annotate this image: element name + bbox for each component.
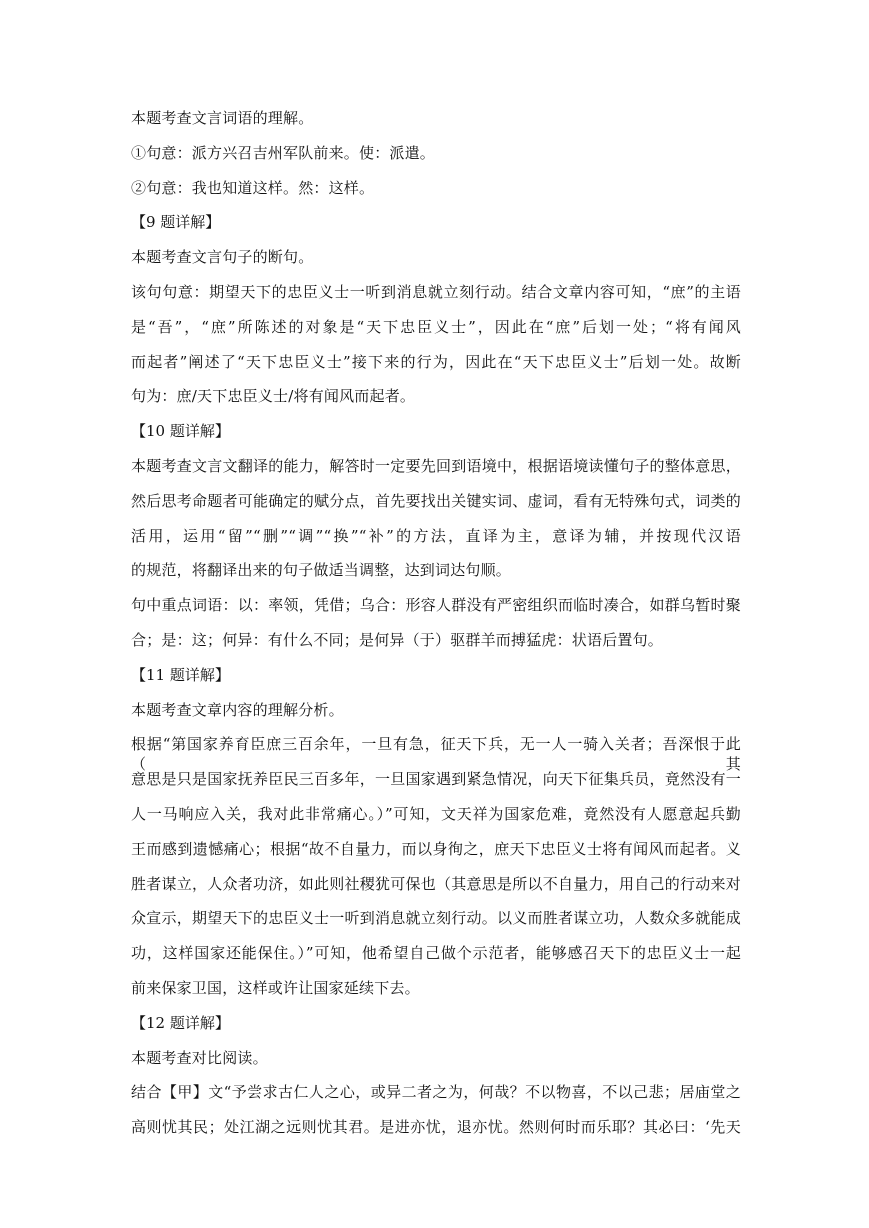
text-line: 意思是只是国家抚养臣民三百多年，一旦国家遇到紧急情况，向天下征集兵员，竟然没有一 bbox=[131, 770, 741, 789]
text-line: 是“吾”，“庶”所陈述的对象是“天下忠臣义士”，因此在“庶”后划一处；“将有闻风 bbox=[131, 317, 741, 336]
text-line: 合；是：这；何异：有什么不同；是何异（于）驱群羊而搏猛虎：状语后置句。 bbox=[131, 630, 664, 649]
text-line: 本题考查文言文翻译的能力，解答时一定要先回到语境中，根据语境读懂句子的整体意思， bbox=[131, 456, 741, 475]
text-line: 结合【甲】文“予尝求古仁人之心，或异二者之为，何哉？不以物喜，不以己悲；居庙堂之 bbox=[131, 1083, 741, 1102]
text-line: 本题考查文言词语的理解。 bbox=[131, 109, 314, 127]
text-line: ①句意：派方兴召吉州军队前来。使：派遣。 bbox=[131, 143, 436, 162]
text-line: 众宣示，期望天下的忠臣义士一听到消息就立刻行动。以义而胜者谋立功，人数众多就能成 bbox=[131, 909, 741, 928]
section-heading: 【10 题详解】 bbox=[131, 422, 230, 441]
section-heading: 【9 题详解】 bbox=[131, 213, 221, 232]
text-line: 胜者谋立，人众者功济，如此则社稷犹可保也（其意思是所以不自量力，用自己的行动来对 bbox=[131, 874, 741, 893]
text-line: 根据“第国家养育臣庶三百余年，一旦有急，征天下兵，无一人一骑入关者；吾深恨于此（其 bbox=[131, 735, 741, 774]
text-line: 本题考查对比阅读。 bbox=[131, 1048, 268, 1067]
text-line: 本题考查文章内容的理解分析。 bbox=[131, 700, 344, 719]
text-line: 该句句意：期望天下的忠臣义士一听到消息就立刻行动。结合文章内容可知，“庶”的主语 bbox=[131, 282, 741, 301]
section-heading: 【11 题详解】 bbox=[131, 665, 230, 684]
text-line: 前来保家卫国，这样或许让国家延续下去。 bbox=[131, 978, 420, 997]
text-line: 而起者”阐述了“天下忠臣义士”接下来的行为，因此在“天下忠臣义士”后划一处。故断 bbox=[131, 352, 741, 371]
text-line: 活用，运用“留”“删”“调”“换”“补”的方法，直译为主，意译为辅，并按现代汉语 bbox=[131, 526, 741, 545]
text-line: 王而感到遗憾痛心；根据“故不自量力，而以身徇之，庶天下忠臣义士将有闻风而起者。义 bbox=[131, 839, 741, 858]
text-line: ②句意：我也知道这样。然：这样。 bbox=[131, 178, 375, 197]
text-line: 的规范，将翻译出来的句子做适当调整，达到词达句顺。 bbox=[131, 561, 512, 580]
text-line: 高则忧其民；处江湖之远则忧其君。是进亦忧，退亦忧。然则何时而乐耶？其必曰：‘先天 bbox=[131, 1118, 741, 1137]
text-line: 然后思考命题者可能确定的赋分点，首先要找出关键实词、虚词，看有无特殊句式，词类的 bbox=[131, 491, 741, 510]
text-line: 句中重点词语：以：率领，凭借；乌合：形容人群没有严密组织而临时凑合，如群乌暂时聚 bbox=[131, 596, 741, 615]
text-line: 功，这样国家还能保住。）”可知，他希望自己做个示范者，能够感召天下的忠臣义士一起 bbox=[131, 944, 741, 963]
text-line: 本题考查文言句子的断句。 bbox=[131, 248, 314, 267]
section-heading: 【12 题详解】 bbox=[131, 1013, 230, 1032]
document-body bbox=[131, 108, 741, 1152]
text-line: 句为：庶/天下忠臣义士/将有闻风而起者。 bbox=[131, 387, 416, 406]
text-line: 人一马响应入关，我对此非常痛心。）”可知，文天祥为国家危难，竟然没有人愿意起兵勤 bbox=[131, 804, 741, 823]
